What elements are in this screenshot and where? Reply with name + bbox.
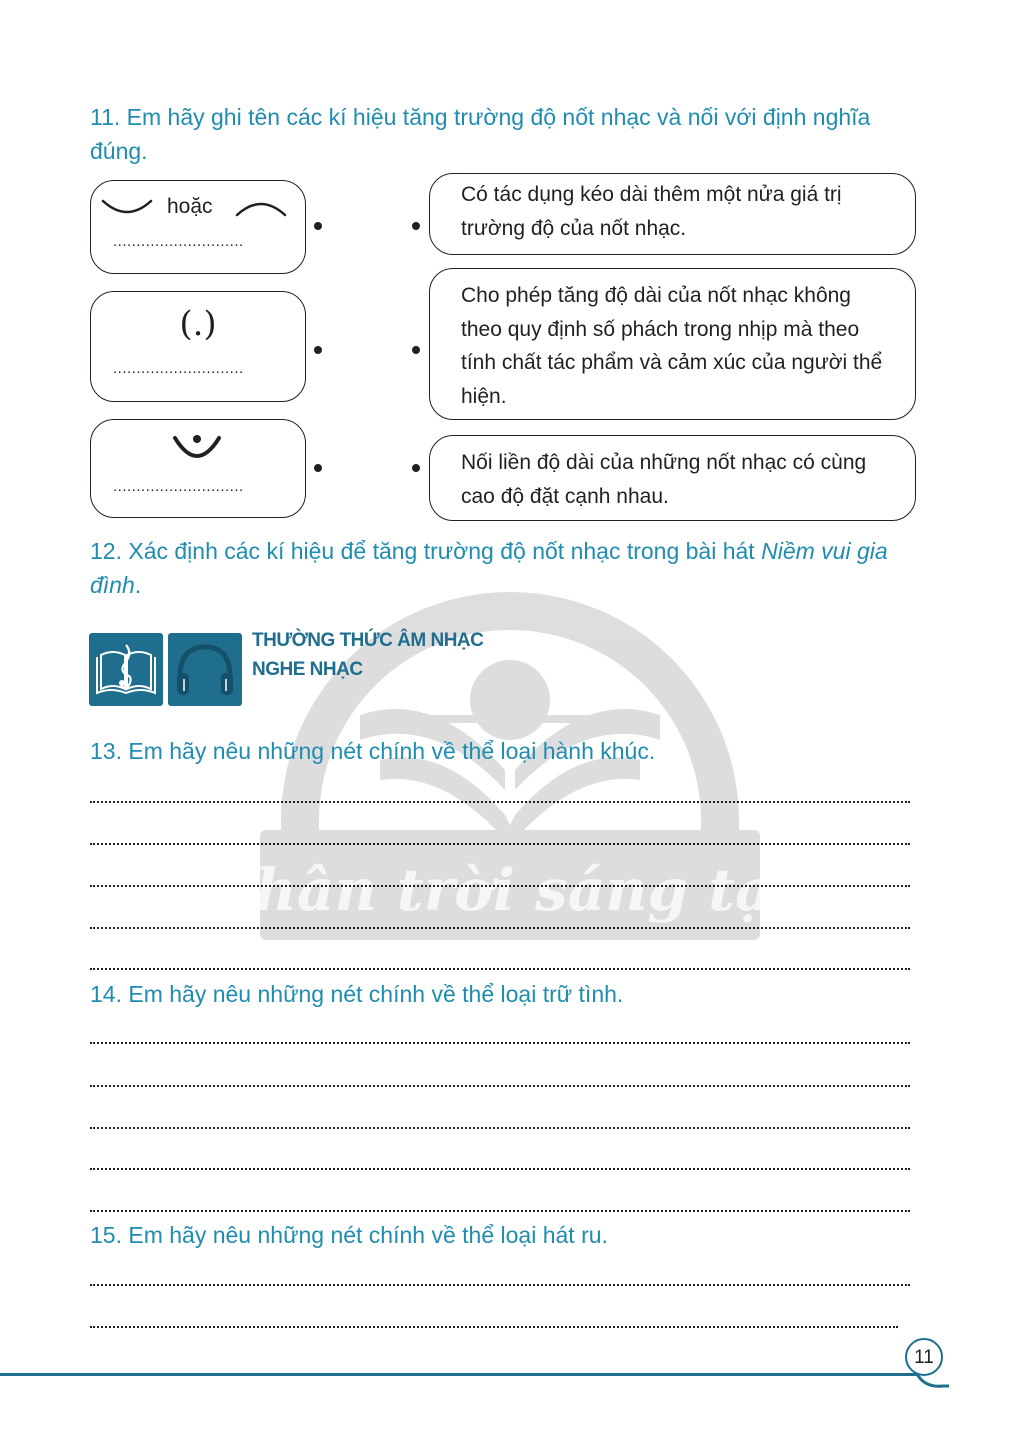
- answer-line[interactable]: [90, 1032, 910, 1044]
- definition-box: Nối liền độ dài của những nốt nhạc có cùng cao độ đặt cạnh nhau.: [429, 435, 916, 521]
- connector-dot-left[interactable]: [314, 346, 322, 354]
- answer-line[interactable]: [90, 1117, 910, 1129]
- slur-over-icon: [233, 195, 289, 217]
- question-12: [90, 534, 920, 602]
- question-13: 13. Em hãy nêu những nét chính về thể loại hành khúc.: [90, 738, 656, 764]
- answer-line[interactable]: [90, 917, 910, 929]
- question-12-suffix: .: [134, 572, 142, 598]
- connector-dot-left[interactable]: [314, 464, 322, 472]
- answer-line[interactable]: [90, 791, 910, 803]
- music-book-icon: [89, 633, 163, 706]
- symbol-name-blank[interactable]: ............................: [113, 478, 244, 495]
- definition-box: Cho phép tăng độ dài của nốt nhạc không theo quy định số phách trong nhịp mà theo tính chất tác phẩm và cảm xúc của người thể hiện.: [429, 268, 916, 420]
- headphones-icon: [168, 633, 242, 706]
- song-title: Niềm vui gia đình: [90, 538, 888, 598]
- connector-dot-left[interactable]: [314, 222, 322, 230]
- banner-title: THƯỜNG THỨC ÂM NHẠC: [252, 630, 484, 651]
- question-11: 11. Em hãy ghi tên các kí hiệu tăng trường độ nốt nhạc và nối với định nghĩa đúng.: [90, 104, 871, 164]
- answer-line[interactable]: [90, 875, 910, 887]
- connector-dot-right[interactable]: [412, 464, 420, 472]
- fermata-icon: [171, 430, 223, 466]
- connector-dot-right[interactable]: [412, 346, 420, 354]
- symbol-box-dot: [90, 291, 306, 402]
- music-book-tile: [89, 633, 163, 706]
- tie-slur-icon: [99, 197, 155, 219]
- hoac-label: hoặc: [167, 195, 213, 218]
- symbol-name-blank[interactable]: ............................: [113, 233, 244, 250]
- question-14: 14. Em hãy nêu những nét chính về thể loại trữ tình.: [90, 981, 624, 1007]
- definition-box: Có tác dụng kéo dài thêm một nửa giá trị trường độ của nốt nhạc.: [429, 173, 916, 255]
- symbol-box-fermata: [90, 419, 306, 518]
- answer-line[interactable]: [90, 1274, 910, 1286]
- symbol-box-tie: [90, 180, 306, 274]
- question-12-text: 12. Xác định các kí hiệu để tăng trường độ nốt nhạc trong bài hát: [90, 538, 762, 564]
- connector-dot-right[interactable]: [412, 222, 420, 230]
- answer-line[interactable]: [90, 1158, 910, 1170]
- dot-in-parentheses-icon: (.): [179, 304, 217, 344]
- answer-line[interactable]: [90, 1075, 910, 1087]
- question-15: 15. Em hãy nêu những nét chính về thể loại hát ru.: [90, 1222, 608, 1248]
- watermark-text: Chân trời sáng tạo: [208, 856, 812, 924]
- symbol-name-blank[interactable]: ............................: [113, 360, 244, 377]
- answer-line[interactable]: [90, 958, 910, 970]
- answer-line[interactable]: [90, 1200, 910, 1212]
- footer-rule: [0, 1373, 918, 1376]
- page-number: 11: [905, 1338, 943, 1376]
- headphones-tile: [168, 633, 242, 706]
- banner-subtitle: NGHE NHẠC: [252, 659, 363, 680]
- answer-line[interactable]: [90, 833, 910, 845]
- answer-line[interactable]: [90, 1316, 898, 1328]
